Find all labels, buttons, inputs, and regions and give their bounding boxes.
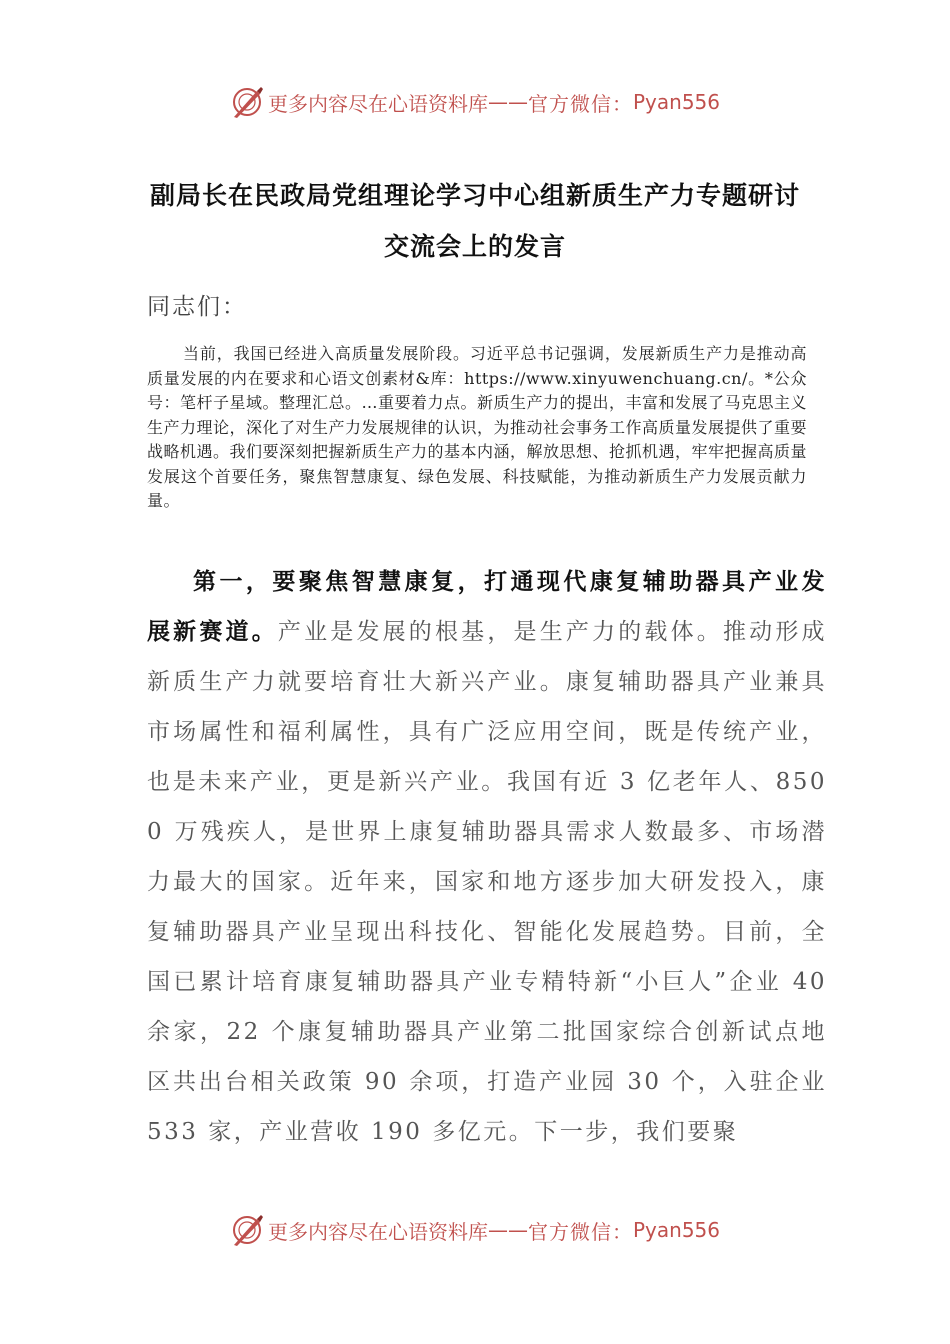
footer-watermark: [0, 1210, 950, 1250]
pen-logo-icon: [230, 85, 264, 119]
salutation: 同志们：: [147, 294, 247, 320]
section-1-paragraph: [147, 557, 827, 1157]
watermark-wechat-label: 官方微信：: [527, 1219, 633, 1244]
watermark-prefix: 更多内容尽在心语资料库: [267, 91, 488, 116]
page-title-line-2: 交流会上的发言: [383, 232, 566, 261]
pen-logo-icon: [230, 1213, 264, 1247]
watermark-wechat-label: 官方微信：: [527, 91, 633, 116]
watermark-wechat-id: Pyan556: [632, 1218, 720, 1242]
section-1-heading: 第一，要聚焦智慧康复，打通现代康复辅助器具产业发展新赛道。: [147, 569, 827, 645]
watermark-dash: ——: [487, 90, 528, 114]
watermark-prefix: 更多内容尽在心语资料库: [267, 1219, 488, 1244]
watermark-wechat-id: Pyan556: [632, 90, 720, 114]
watermark-dash: ——: [487, 1218, 528, 1242]
page-title-line-1: 副局长在民政局党组理论学习中心组新质生产力专题研讨: [149, 181, 800, 210]
header-watermark: [0, 82, 950, 122]
intro-paragraph: 当前，我国已经进入高质量发展阶段。习近平总书记强调，发展新质生产力是推动高质量发展的内在要求和心语文创素材&库：https://www.xinyuwenchuang.cn/。*公众号：笔杆子星域。整理汇总。…重要着力点。新质生产力的提出，丰富和发展了马克思主义生产力理论，深化了对生产力发展规律的认识，为推动社会事务工作高质量发展提供了重要战略机遇。我们要深刻把握新质生产力的基本内涵，解放思想、抢抓机遇，牢牢把握高质量发展这个首要任务，聚焦智慧康复、绿色发展、科技赋能，为推动新质生产力发展贡献力量。: [147, 344, 808, 510]
section-1-body: 产业是发展的根基，是生产力的载体。推动形成新质生产力就要培育壮大新兴产业。康复辅助器具产业兼具市场属性和福利属性，具有广泛应用空间，既是传统产业，也是未来产业，更是新兴产业。我国有近 3 亿老年人、8500 万残疾人，是世界上康复辅助器具需求人数最多、市场潜力最大的国家。近年来，国家和地方逐步加大研发投入，康复辅助器具产业呈现出科技化、智能化发展趋势。目前，全国已累计培育康复辅助器具产业专精特新“小巨人”企业 40 余家，22 个康复辅助器具产业第二批国家综合创新试点地区共出台相关政策 90 余项，打造产业园 30 个，入驻企业 533 家，产业营收 190 多亿元。下一步，我们要聚: [147, 619, 828, 1145]
